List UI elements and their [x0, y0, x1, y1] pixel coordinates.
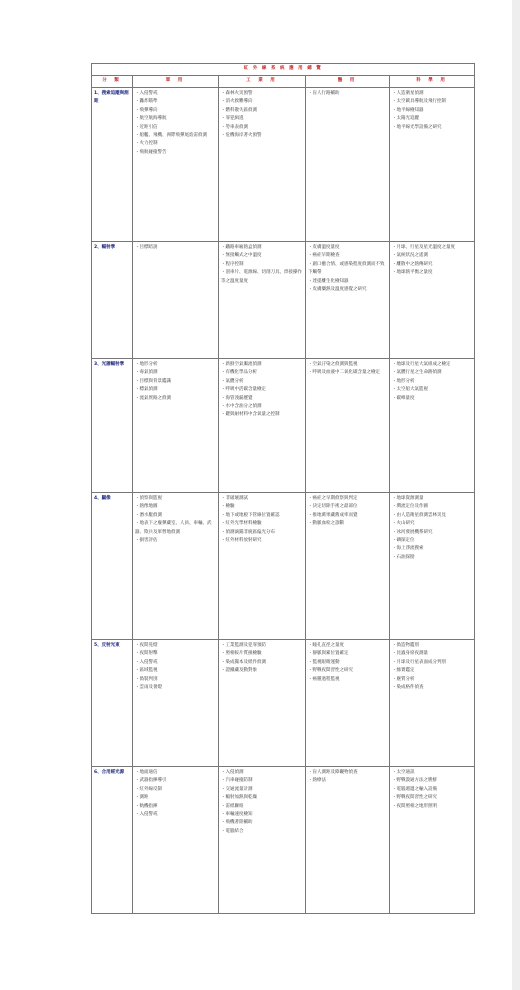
list-item: ・流氣貿路之偵測 — [135, 395, 171, 401]
table-title: 紅 外 線 系 統 應 用 總 覽 — [92, 64, 475, 76]
table-row — [92, 88, 475, 242]
list-item: ・標氣偵測 — [135, 387, 158, 393]
list-item: ・測距 — [135, 795, 149, 801]
medical-cell — [306, 640, 390, 767]
list-item: ・達提離生化檢知器 — [308, 278, 349, 284]
list-item: ・地面通信 — [135, 770, 158, 775]
list-item: ・地表下之廢彈藏室、人員、車輛、武器、欺兵及軍營地偵測 — [135, 521, 212, 535]
list-item: ・氣候狀況之遙測 — [392, 253, 428, 259]
table-row — [92, 767, 475, 914]
list-item: ・磷探定位 — [392, 538, 415, 544]
header-military: 軍 用 — [133, 76, 219, 88]
list-item: ・氣體分析 — [221, 378, 244, 384]
list-item: ・火力控制 — [135, 141, 158, 147]
list-item: ・船艦、飛機、洲際飛彈尾焰雷偵測 — [135, 133, 207, 139]
list-item: ・染成格件偵查 — [392, 685, 424, 691]
list-item: ・野戰漠通方法之勝鮮 — [392, 778, 437, 784]
military-cell — [133, 359, 219, 493]
list-item: ・石油探勘 — [392, 554, 415, 560]
list-item: ・紅外光學材料檢驗 — [221, 521, 262, 527]
list-item: ・有機化學品分析 — [221, 370, 257, 376]
list-item: ・決定切除手術之最部位 — [308, 504, 358, 510]
list-item: ・照相較片質損檢驗 — [221, 651, 262, 657]
list-item: ・區域監視 — [135, 668, 158, 674]
category-cell: 5、反射光東 — [92, 640, 133, 767]
scientific-cell — [390, 359, 475, 493]
list-item: ・消火救難導向 — [221, 99, 253, 105]
list-item: ・空氣汙染之偵測與監視 — [308, 362, 358, 367]
military-cell — [133, 88, 219, 242]
industrial-cell — [219, 88, 306, 242]
list-item: ・靜脈與累位置確定 — [308, 651, 349, 657]
list-item: ・轟炸瞄準 — [135, 99, 158, 105]
list-item: ・勞車表偵測 — [221, 124, 248, 130]
category-cell: 1、搜索追蹤與測距 — [92, 88, 133, 242]
medical-cell — [306, 359, 390, 493]
list-item: ・鍵與耐材料中含氧量之控制 — [221, 412, 280, 418]
table-body — [92, 88, 475, 914]
medical-cell — [306, 88, 390, 242]
scientific-cell — [390, 88, 475, 242]
list-item: ・新鮮空氣濁流偵測 — [221, 362, 262, 367]
military-cell — [133, 242, 219, 359]
industrial-cell — [219, 767, 306, 914]
list-item: ・人造衛星偵測 — [392, 91, 424, 96]
list-item: ・染成獨本及紙件偵測 — [221, 659, 266, 665]
category-cell: 2、輻射學 — [92, 242, 133, 359]
list-item: ・飛彈導向 — [135, 107, 158, 113]
category-cell: 3、光譜輻射學 — [92, 359, 133, 493]
industrial-cell — [219, 242, 306, 359]
list-item: ・汽車碰撞防制 — [221, 778, 253, 784]
medical-cell — [306, 767, 390, 914]
list-item: ・入侵警戒 — [135, 91, 158, 96]
list-item: ・地球資源測量 — [392, 496, 424, 501]
infrared-applications-table — [91, 63, 475, 914]
scientific-cell — [390, 242, 475, 359]
list-item: ・無接觸式之中溫度 — [221, 253, 262, 259]
list-item: ・灣流定位及作圖 — [392, 504, 428, 510]
list-item: ・損害評估 — [135, 538, 158, 544]
list-item: ・癌腫過程監視 — [308, 676, 340, 682]
list-item: ・太陽光追蹤 — [392, 116, 419, 122]
industrial-cell — [219, 493, 306, 640]
list-item: ・電腦週邊之輸入設備 — [392, 786, 437, 792]
list-item: ・地平線光學設備之研究 — [392, 124, 442, 130]
list-item: ・罪犯緝逃 — [221, 116, 244, 122]
table-row — [92, 640, 475, 767]
list-item: ・綠實鑑定 — [392, 668, 415, 674]
header-medical: 醫 用 — [306, 76, 390, 88]
header-category: 分 類 — [92, 76, 133, 88]
list-item: ・熱療法 — [308, 778, 326, 784]
list-item: ・燃料散失區偵測 — [221, 107, 257, 113]
industrial-cell — [219, 640, 306, 767]
category-cell: 4、顯像 — [92, 493, 133, 640]
list-item: ・檢驗 — [221, 504, 235, 510]
scientific-cell — [390, 493, 475, 640]
list-item: ・偵察與監視 — [135, 496, 162, 501]
list-item: ・氣體行星之生命跡偵測 — [392, 370, 442, 376]
list-item: ・車輛速度檢知 — [221, 812, 253, 818]
list-item: ・毒氣偵測 — [135, 370, 158, 376]
list-item: ・地球及行星大氣組成之檢定 — [392, 362, 451, 367]
table-row — [92, 359, 475, 493]
list-item: ・太空通訊 — [392, 770, 415, 775]
table-row — [92, 493, 475, 640]
list-item: ・目標暗說 — [135, 245, 158, 250]
list-item: ・入侵偵測 — [221, 770, 244, 775]
list-item: ・監視眼睛運動 — [308, 659, 340, 665]
list-item: ・軌機指揮 — [135, 803, 158, 809]
list-item: ・昆蟲身席夜測量 — [392, 651, 428, 657]
list-item: ・危機海岸著火預警 — [221, 133, 262, 139]
list-item: ・航空航海導航 — [135, 116, 167, 122]
military-cell — [133, 767, 219, 914]
list-item: ・推地萬果藏舊成率而覺 — [308, 512, 358, 518]
list-item: ・森林火災預警 — [221, 91, 253, 96]
list-item: ・交通流量計測 — [221, 786, 253, 792]
list-item: ・非破壞測試 — [221, 496, 248, 501]
list-item: ・野戰夜間習性之研究 — [392, 795, 437, 801]
list-item: ・由人造衛星偵測雲林災見 — [392, 512, 446, 518]
list-item: ・偵測滴錨非疵區偏光分布 — [221, 529, 275, 535]
list-item: ・入侵警戒 — [135, 812, 158, 818]
list-item: ・夜間照相之地形照明 — [392, 803, 437, 809]
list-item: ・癌症早期檢查 — [308, 253, 340, 259]
list-item: ・創口癒合情、或感染程度偵測而不致下觸帶 — [308, 261, 385, 276]
list-item: ・地下或地板下管線位置確認 — [221, 512, 280, 518]
list-item: ・冰河發展機系研究 — [392, 529, 433, 535]
category-cell: 6、合用經光源 — [92, 767, 133, 914]
scientific-cell — [390, 640, 475, 767]
list-item: ・瞳孔直徑之量度 — [308, 643, 344, 648]
list-item: ・野戰夜間習性之研究 — [308, 668, 353, 674]
list-item: ・剖車片、電源線、切削刀具、焊接操作等之溫度量度 — [221, 270, 302, 284]
military-cell — [133, 640, 219, 767]
list-item: ・地形分析 — [392, 378, 415, 384]
medical-cell — [306, 493, 390, 640]
list-item: ・潛水艇偵測 — [135, 512, 162, 518]
header-scientific: 科 學 用 — [390, 76, 475, 88]
list-item: ・地形分析 — [135, 362, 158, 367]
medical-cell — [306, 242, 390, 359]
list-item: ・盲人行路輔助 — [308, 91, 340, 96]
list-item: ・工業監測及犯罪預防 — [221, 643, 266, 648]
list-item: ・地平線檢知器 — [392, 107, 424, 113]
list-item: ・鐵路車廂熱盒偵測 — [221, 245, 262, 250]
list-item: ・動脈血栓之診斷 — [308, 521, 344, 527]
list-item: ・夜間晃燈 — [135, 643, 158, 648]
list-item: ・皮膚溫度量度 — [308, 245, 340, 250]
list-item: ・塵質分析 — [392, 676, 415, 682]
list-item: ・皮膚藥熱及溫度感覺之研究 — [308, 287, 367, 293]
industrial-cell — [219, 359, 306, 493]
header-industrial: 工 業 用 — [219, 76, 306, 88]
list-item: ・海管洩漏歷覺 — [221, 395, 253, 401]
list-item: ・月球、行星及星光溫度之量度 — [392, 245, 455, 250]
list-item: ・碳峰量度 — [392, 395, 415, 401]
list-item: ・月球及行星表面成分判別 — [392, 659, 446, 665]
list-item: ・癌症之早期偵察與判定 — [308, 496, 358, 501]
list-item: ・飛航碰撞警告 — [135, 149, 167, 155]
list-item: ・雲雨及暑燈 — [135, 685, 162, 691]
list-item: ・輻射加熱與乾燥 — [221, 795, 257, 801]
list-item: ・紅外材料放射研究 — [221, 538, 262, 544]
list-item: ・證據藏及動對象 — [221, 668, 257, 674]
list-item: ・程序控制 — [221, 261, 244, 267]
list-item: ・偽造物鑑別 — [392, 643, 419, 648]
list-item: ・火山研究 — [392, 521, 415, 527]
list-item: ・海上淨流搜索 — [392, 546, 424, 552]
list-item: ・夜間射擊 — [135, 651, 158, 657]
header-row — [92, 76, 475, 88]
list-item: ・太空載具導航及飛行控制 — [392, 99, 446, 105]
scientific-cell — [390, 767, 475, 914]
military-cell — [133, 493, 219, 640]
list-item: ・離散中之熱傳研究 — [392, 261, 433, 267]
table-row — [92, 242, 475, 359]
list-item: ・太空船大氣監視 — [392, 387, 428, 393]
list-item: ・飛機著陸輔助 — [221, 820, 253, 826]
list-item: ・電腦結合 — [221, 828, 244, 834]
list-item: ・呼吸及血液中二氧化碳含量之檢定 — [308, 370, 380, 376]
list-item: ・水中含油分之偵測 — [221, 404, 262, 410]
list-item: ・偽裝判別 — [135, 676, 158, 682]
list-item: ・近距引信 — [135, 124, 158, 130]
list-item: ・地球熱平衡之量度 — [392, 270, 433, 276]
list-item: ・紅外線反制 — [135, 786, 162, 792]
list-item: ・盲人測距及障礙物偵查 — [308, 770, 358, 775]
list-item: ・呼吸中活碳含量檢定 — [221, 387, 266, 393]
list-item: ・雷紙聯絡 — [221, 803, 244, 809]
list-item: ・目標與背景鑑識 — [135, 378, 171, 384]
list-item: ・武器指揮導引 — [135, 778, 167, 784]
page-edge — [512, 0, 520, 990]
list-item: ・熱像地圖 — [135, 504, 158, 510]
list-item: ・入侵警戒 — [135, 659, 158, 665]
